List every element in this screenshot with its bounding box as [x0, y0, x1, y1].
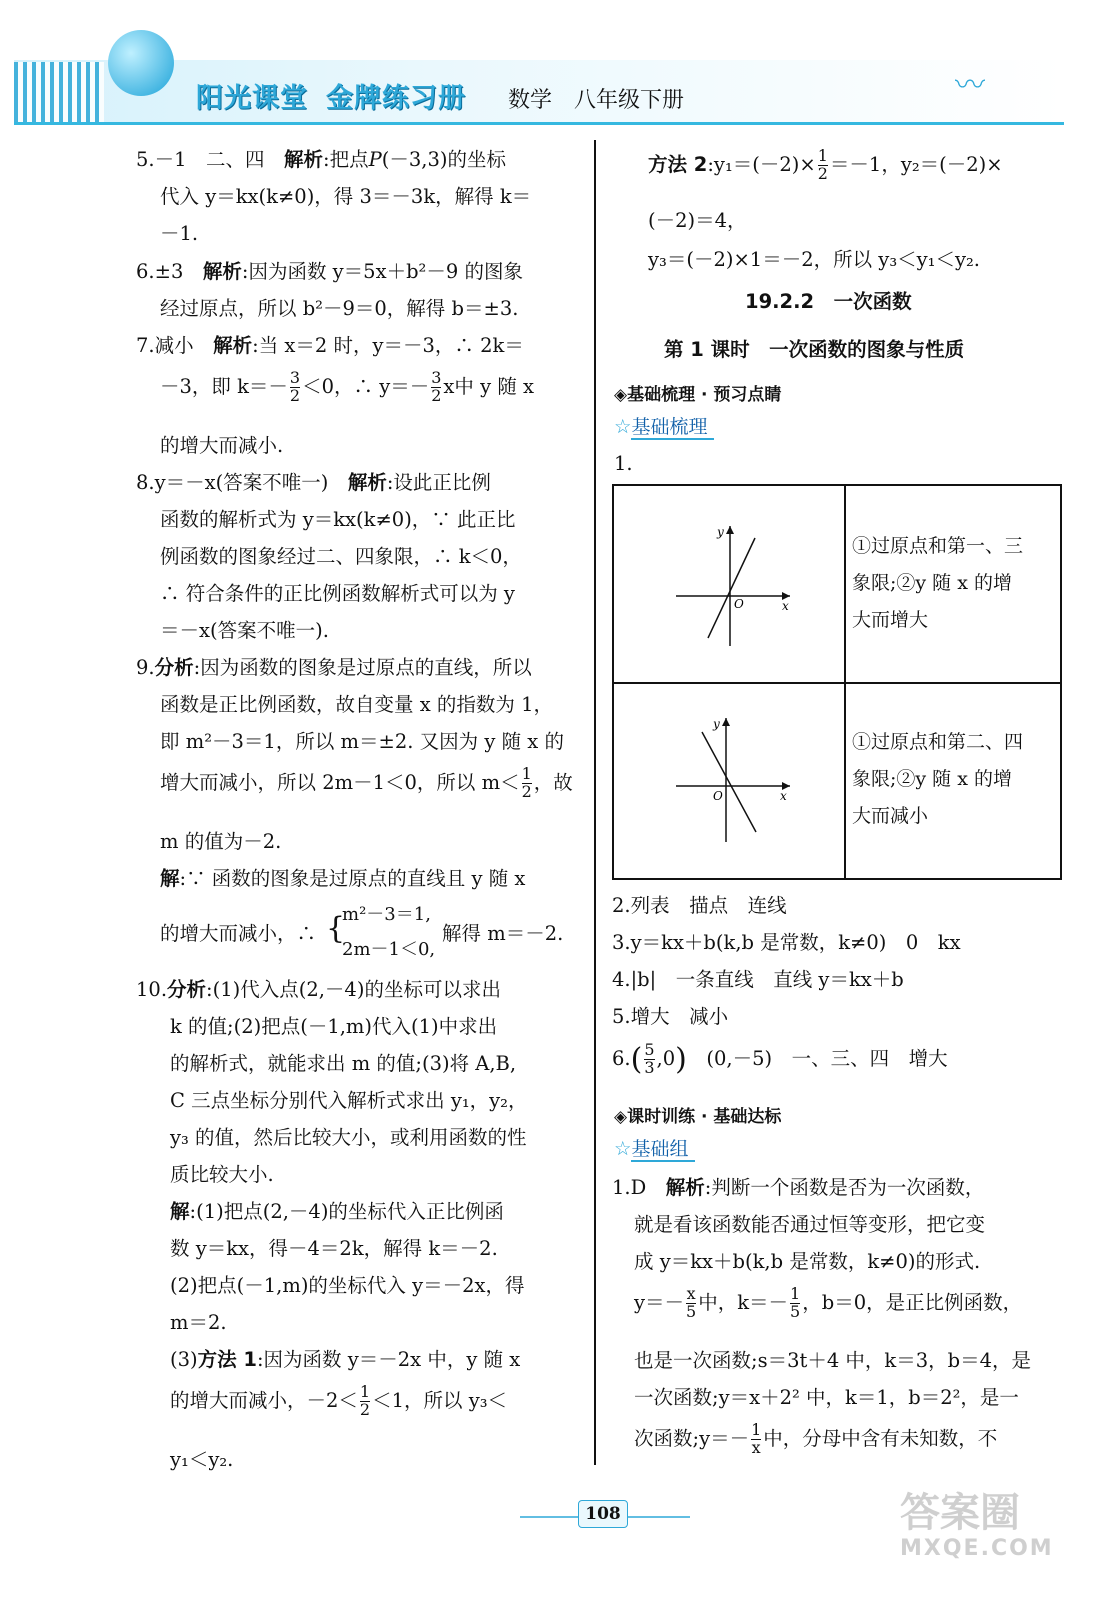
line: m²－3＝1,: [342, 904, 431, 925]
header-stripes: [14, 62, 104, 122]
line: 一次函数;y＝x＋2² 中，k＝1，b＝2²，是一: [634, 1386, 1019, 1409]
line: (－2)＝4，: [648, 209, 747, 232]
diamond-icon: ◈: [614, 385, 628, 405]
fraction: $\frac{5}{3}$: [644, 1040, 655, 1077]
origin-label: O: [734, 597, 744, 611]
book-name: 金牌练习册: [326, 83, 466, 114]
line: k 的值;(2)把点(－1,m)代入(1)中求出: [170, 1015, 498, 1038]
line: ＝－x(答案不唯一).: [160, 619, 329, 642]
line: m＝2.: [170, 1311, 227, 1334]
diamond-icon: ◈: [614, 1107, 628, 1127]
svg-text:x: x: [780, 789, 787, 803]
line: y₃＝(－2)×1＝－2，所以 y₃＜y₁＜y₂.: [648, 248, 981, 271]
section-heading: ◈基础梳理 · 预习点睛: [614, 385, 782, 405]
y-axis-label: y: [717, 525, 724, 539]
line: 也是一次函数;s＝3t＋4 中，k＝3，b＝4，是: [634, 1349, 1032, 1372]
line: 1.D 解析:判断一个函数是否为一次函数，: [612, 1176, 985, 1199]
line: (3)方法 1:因为函数 y＝－2x 中，y 随 x: [170, 1348, 521, 1371]
line: 的增大而减小，∴: [160, 922, 317, 945]
line: 5.增大 减小: [612, 1005, 729, 1028]
line: y₁＜y₂.: [170, 1448, 234, 1471]
line: 的解析式，就能求出 m 的值;(3)将 A,B,: [170, 1052, 517, 1075]
fraction: $\frac{1}{5}$: [790, 1284, 801, 1321]
line: 2m－1＜0,: [342, 939, 436, 960]
svg-text:y: y: [713, 717, 720, 731]
star-icon: ☆: [614, 415, 632, 438]
subsection-tag: ☆基础组: [614, 1134, 695, 1161]
line: 6.( $\frac{5}{3}$ ,0) (0,－5) 一、三、四 增大: [612, 1040, 948, 1077]
line: －1.: [160, 222, 199, 245]
line: y＝－ $\frac{x}{5}$ 中，k＝－ $\frac{1}{5}$ ，b＝0，是正比例函数，: [634, 1284, 1023, 1321]
line: C 三点坐标分别代入解析式求出 y₁，y₂，: [170, 1089, 528, 1112]
line: －3，即 k＝－ $\frac{3}{2}$ ＜0，∴ y＝－ $\frac{3}{2}$ x中 y 随 x: [160, 368, 535, 405]
graph-increasing: [614, 486, 844, 682]
line: 的增大而减小，－2＜ $\frac{1}{2}$ ＜1，所以 y₃＜: [170, 1382, 508, 1419]
birds-icon: 〰: [955, 68, 985, 103]
column-divider: [594, 140, 596, 1465]
cell-decreasing: ①过原点和第二、四 象限;②y 随 x 的增 大而减小: [852, 731, 1024, 827]
subsection-tag: ☆基础梳理: [614, 412, 714, 439]
line: 2.列表 描点 连线: [612, 894, 787, 917]
line: 解:(1)把点(2,－4)的坐标代入正比例函: [170, 1200, 504, 1223]
line: 即 m²－3＝1，所以 m＝±2. 又因为 y 随 x 的: [160, 730, 564, 753]
line: 1.: [614, 452, 633, 475]
fraction: $\frac{1}{2}$: [521, 764, 532, 801]
grade: 八年级下册: [574, 88, 685, 113]
brand-title: [196, 76, 484, 115]
line: 7.减小 解析:当 x＝2 时，y＝－3，∴ 2k＝: [136, 334, 524, 357]
line: 例函数的图象经过二、四象限，∴ k＜0，: [160, 545, 522, 568]
svg-text:O: O: [713, 789, 723, 803]
lesson-title: 第 1 课时 一次函数的图象与性质: [664, 338, 965, 361]
line: 6.±3 解析:因为函数 y＝5x＋b²－9 的图象: [136, 260, 523, 283]
line: 函数的解析式为 y＝kx(k≠0)，∵ 此正比: [160, 508, 516, 531]
line: 就是看该函数能否通过恒等变形，把它变: [634, 1213, 986, 1236]
fraction: $\frac{3}{2}$: [289, 368, 301, 405]
line: 代入 y＝kx(k≠0)，得 3＝－3k，解得 k＝: [160, 185, 532, 208]
fraction: $\frac{3}{2}$: [431, 368, 442, 405]
series-name: 阳光课堂: [196, 83, 308, 114]
line: 9.分析:因为函数的图象是过原点的直线，所以: [136, 656, 532, 679]
line: 10.分析:(1)代入点(2,－4)的坐标可以求出: [136, 978, 501, 1001]
line: 的增大而减小.: [160, 434, 284, 457]
line: 5.－1 二、四 解析:把点P(－3,3)的坐标: [136, 148, 506, 171]
line: 增大而减小，所以 2m－1＜0，所以 m＜ $\frac{1}{2}$ ，故: [160, 764, 573, 801]
line: 质比较大小.: [170, 1163, 274, 1186]
section-heading: ◈课时训练 · 基础达标: [614, 1107, 782, 1127]
page-header: [0, 0, 1098, 140]
line: 3.y＝kx＋b(k,b 是常数，k≠0) 0 kx: [612, 931, 961, 954]
line: 8.y＝－x(答案不唯一) 解析:设此正比例: [136, 471, 491, 494]
x-axis-label: x: [782, 599, 789, 613]
star-icon: ☆: [614, 1137, 632, 1160]
fraction: $\frac{1}{x}$: [751, 1420, 762, 1457]
line: (2)把点(－1,m)的坐标代入 y＝－2x，得: [170, 1274, 525, 1297]
brace: {: [326, 911, 346, 946]
line: 成 y＝kx＋b(k,b 是常数，k≠0)的形式.: [634, 1250, 981, 1273]
line: ∴ 符合条件的正比例函数解析式可以为 y: [160, 582, 515, 605]
graph-decreasing: [614, 682, 844, 878]
subject-grade: [508, 83, 706, 114]
line: 数 y＝kx，得－4＝2k，解得 k＝－2.: [170, 1237, 498, 1260]
logo-globe-icon: [108, 30, 174, 96]
line: y₃ 的值，然后比较大小，或利用函数的性: [170, 1126, 527, 1149]
line: 次函数;y＝－ $\frac{1}{x}$ 中，分母中含有未知数，不: [634, 1420, 998, 1457]
line: 函数是正比例函数，故自变量 x 的指数为 1，: [160, 693, 553, 716]
fraction: $\frac{1}{2}$: [359, 1382, 371, 1419]
fraction: $\frac{1}{2}$: [817, 146, 828, 183]
table-divider: [844, 486, 846, 878]
line: 经过原点，所以 b²－9＝0，解得 b＝±3.: [160, 297, 519, 320]
section-title: 19.2.2 一次函数: [745, 290, 912, 313]
property-table: [612, 484, 1062, 880]
line: 解:∵ 函数的图象是过原点的直线且 y 随 x: [160, 867, 526, 890]
watermark-logo: 答案圈 MXQE.COM: [900, 1490, 1054, 1561]
line: m 的值为－2.: [160, 830, 282, 853]
line: 4.|b| 一条直线 直线 y＝kx＋b: [612, 968, 904, 991]
page-number: 108: [578, 1500, 628, 1528]
line: 解得 m＝－2.: [442, 922, 564, 945]
line: 方法 2:y₁＝(－2)× $\frac{1}{2}$ ＝－1，y₂＝(－2)×: [648, 146, 1003, 183]
subject: 数学: [508, 88, 553, 113]
fraction: $\frac{x}{5}$: [686, 1284, 697, 1321]
cell-increasing: ①过原点和第一、三 象限;②y 随 x 的增 大而增大: [852, 535, 1024, 631]
